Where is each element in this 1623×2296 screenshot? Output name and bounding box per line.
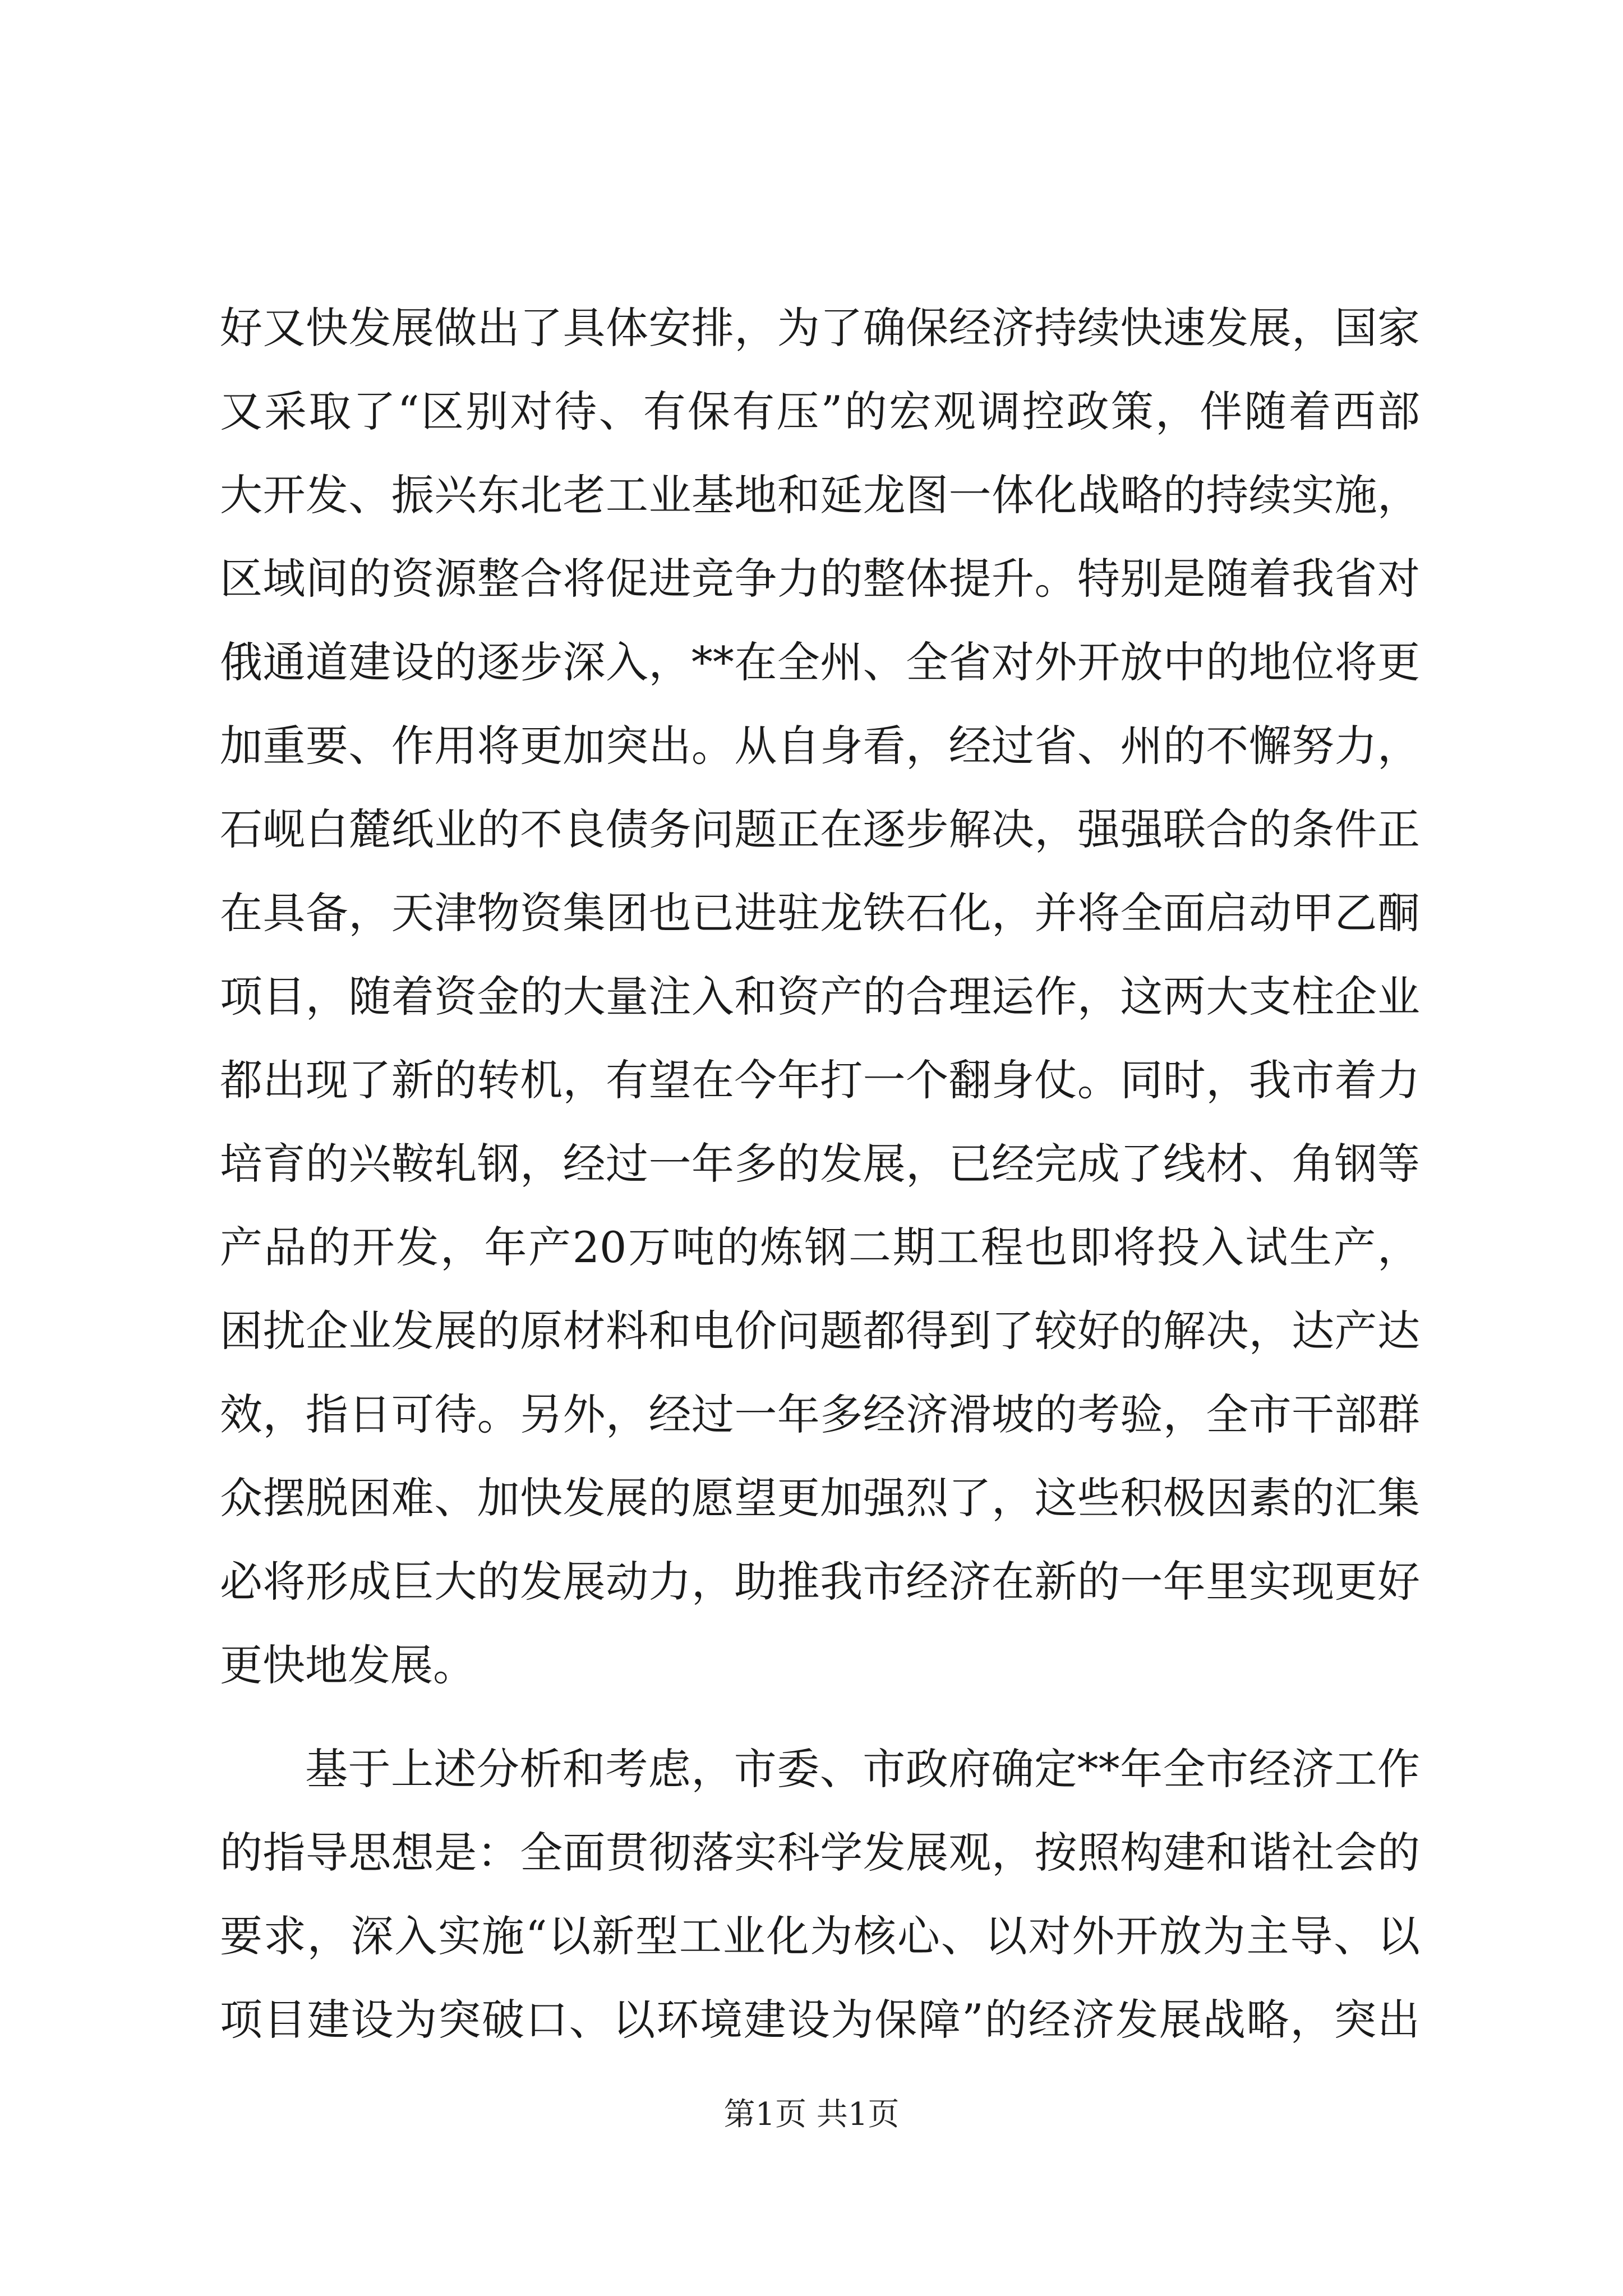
text-line: 众摆脱困难、加快发展的愿望更加强烈了，这些积极因素的汇集 xyxy=(220,1473,1420,1523)
text-line: 的指导思想是：全面贯彻落实科学发展观，按照构建和谐社会的 xyxy=(220,1828,1420,1878)
text-line: 产品的开发，年产20万吨的炼钢二期工程也即将投入试生产， xyxy=(220,1222,1420,1272)
text-line: 必将形成巨大的发展动力，助推我市经济在新的一年里实现更好 xyxy=(220,1557,1420,1607)
text-line: 大开发、振兴东北老工业基地和延龙图一体化战略的持续实施， xyxy=(220,470,1420,520)
text-line: 项目，随着资金的大量注入和资产的合理运作，这两大支柱企业 xyxy=(220,972,1420,1022)
text-line: 好又快发展做出了具体安排，为了确保经济持续快速发展，国家 xyxy=(220,303,1420,353)
paragraph-2 xyxy=(220,1727,1420,2062)
text-line: 区域间的资源整合将促进竞争力的整体提升。特别是随着我省对 xyxy=(220,554,1420,604)
text-line: 石岘白麓纸业的不良债务问题正在逐步解决，强强联合的条件正 xyxy=(220,804,1420,854)
text-line: 又采取了“区别对待、有保有压”的宏观调控政策，伴随着西部 xyxy=(220,386,1420,436)
text-line: 俄通道建设的逐步深入，**在全州、全省对外开放中的地位将更 xyxy=(220,637,1420,687)
text-line: 培育的兴鞍轧钢，经过一年多的发展，已经完成了线材、角钢等 xyxy=(220,1139,1420,1189)
text-line: 在具备，天津物资集团也已进驻龙铁石化，并将全面启动甲乙酮 xyxy=(220,888,1420,938)
text-line: 项目建设为突破口、以环境建设为保障”的经济发展战略，突出 xyxy=(220,1995,1420,2045)
text-line: 加重要、作用将更加突出。从自身看，经过省、州的不懈努力， xyxy=(220,721,1420,771)
paragraph-1 xyxy=(220,286,1420,1707)
text-line: 效，指日可待。另外，经过一年多经济滑坡的考验，全市干部群 xyxy=(220,1389,1420,1439)
text-line: 基于上述分析和考虑，市委、市政府确定**年全市经济工作 xyxy=(305,1744,1420,1794)
text-line: 更快地发展。 xyxy=(220,1640,476,1690)
page-number-footer: 第1页 共1页 xyxy=(723,2096,900,2133)
paragraph-spacer xyxy=(220,1707,1420,1727)
text-line: 要求，深入实施“以新型工业化为核心、以对外开放为主导、以 xyxy=(220,1911,1420,1961)
text-line: 困扰企业发展的原材料和电价问题都得到了较好的解决，达产达 xyxy=(220,1306,1420,1356)
document-body xyxy=(220,286,1420,2062)
text-line: 都出现了新的转机，有望在今年打一个翻身仗。同时，我市着力 xyxy=(220,1055,1420,1105)
